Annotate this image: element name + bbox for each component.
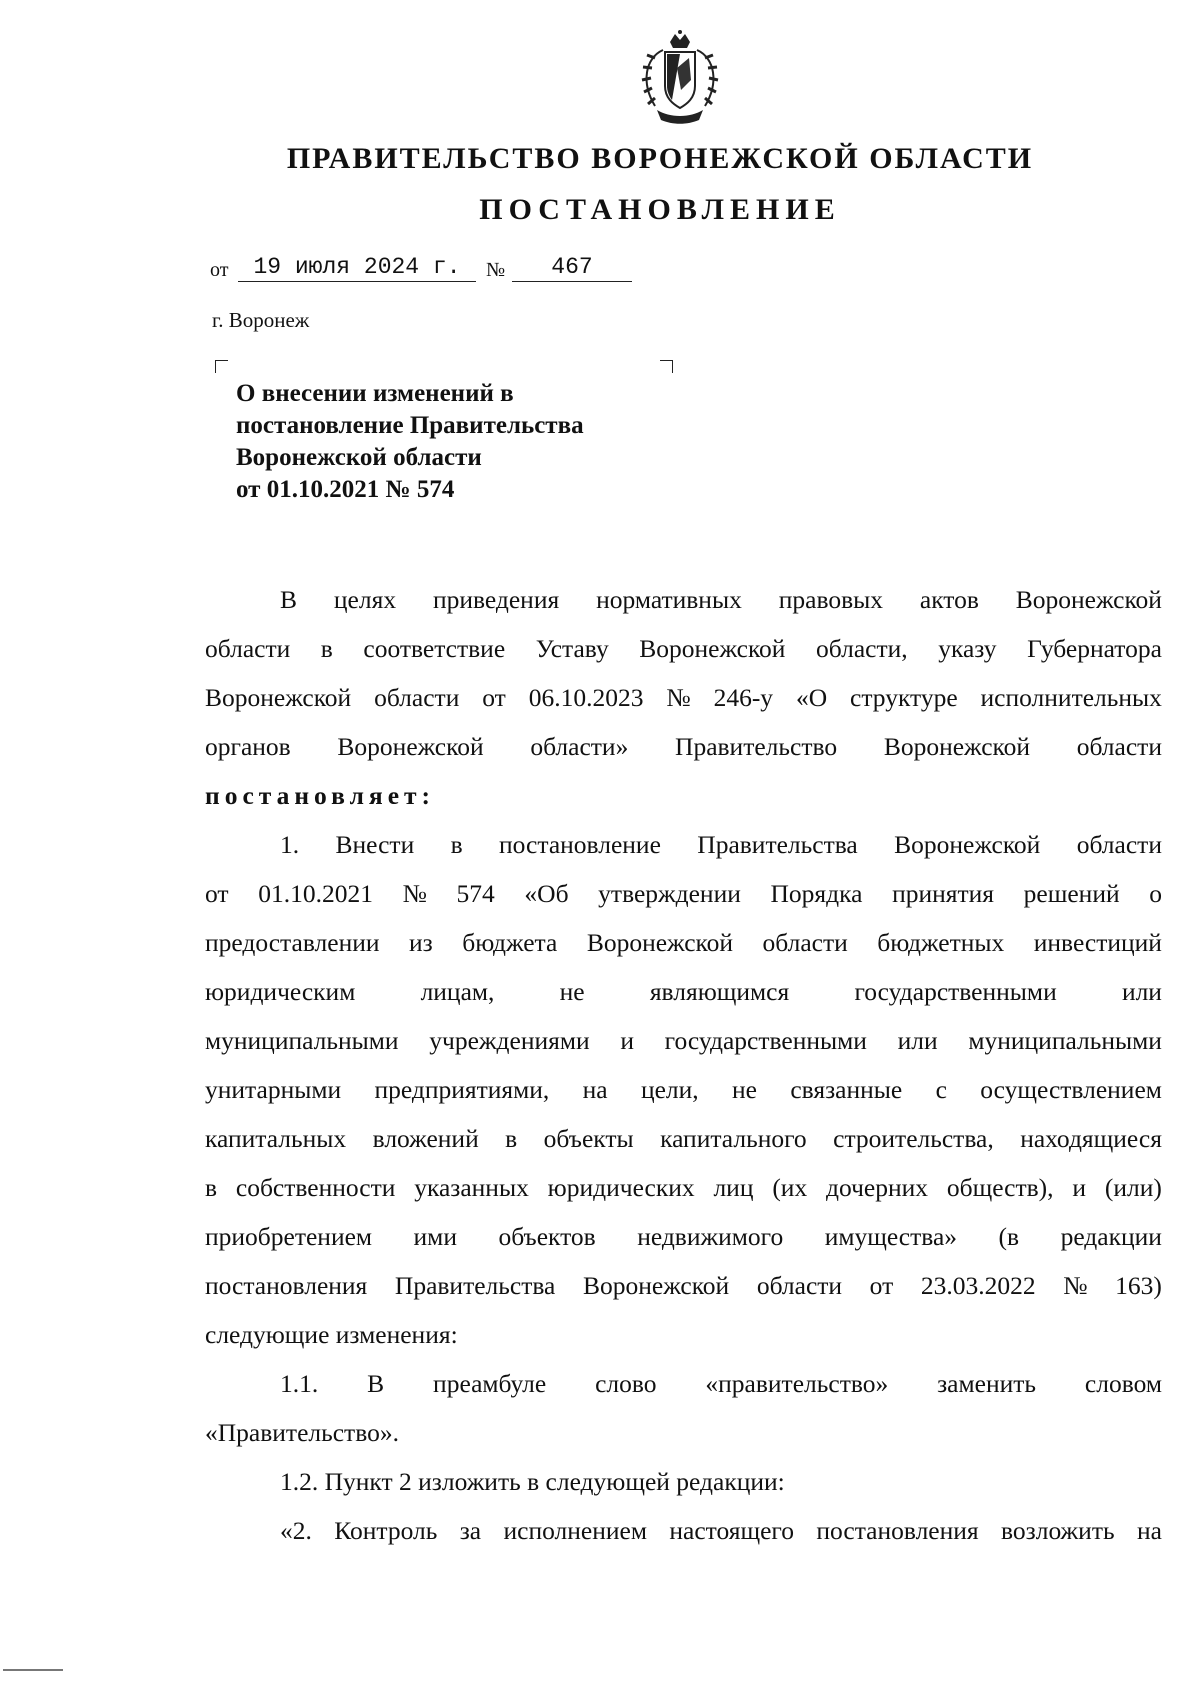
body-word: соответствие	[363, 634, 506, 663]
body-line	[205, 673, 1162, 722]
document-date: 19 июля 2024 г.	[253, 254, 461, 280]
body-line	[205, 1016, 1162, 1065]
body-word: указанных	[414, 1173, 529, 1202]
body-word: юридическим	[205, 977, 356, 1006]
body-word: Внести	[335, 830, 415, 859]
body-word: находящиеся	[1020, 1124, 1162, 1153]
body-word: Воронежской	[586, 928, 734, 957]
body-line	[205, 624, 1162, 673]
body-word: о	[1149, 879, 1162, 908]
body-word: в	[505, 1124, 518, 1153]
body-word: предприятиями,	[374, 1075, 550, 1104]
body-word: государственными	[664, 1026, 867, 1055]
body-word: словом	[1084, 1369, 1162, 1398]
body-word: объекты	[543, 1124, 634, 1153]
subject-corner-left	[215, 360, 228, 373]
body-word: от	[482, 683, 506, 712]
body-word: целях	[333, 585, 397, 614]
body-word: государственными	[854, 977, 1057, 1006]
body-line: «Правительство».	[205, 1418, 399, 1447]
body-word: органов	[205, 732, 291, 761]
document-number: 467	[551, 254, 593, 280]
subject-corner-right	[660, 360, 673, 373]
body-line	[205, 967, 1162, 1016]
body-word: Воронежской	[583, 1271, 730, 1300]
body-word: постановления	[205, 1271, 368, 1300]
city-label: г. Воронеж	[212, 308, 310, 332]
body-word: лиц	[713, 1173, 754, 1202]
body-word: муниципальными	[968, 1026, 1162, 1055]
body-word: области	[374, 683, 460, 712]
body-word: Воронежской	[883, 732, 1031, 761]
body-word: Губернатора	[1027, 634, 1162, 663]
body-word: В	[367, 1369, 385, 1398]
body-word: правовых	[778, 585, 883, 614]
body-word: «О	[795, 683, 828, 712]
body-word: редакции	[1060, 1222, 1162, 1251]
body-word: на	[1136, 1516, 1162, 1545]
subject-line: от 01.10.2021 № 574	[236, 476, 455, 503]
body-word: нормативных	[596, 585, 742, 614]
body-word: в	[205, 1173, 218, 1202]
body-word: муниципальными	[205, 1026, 399, 1055]
body-word: настоящего	[669, 1516, 794, 1545]
body-word: 01.10.2021	[258, 879, 373, 908]
body-line	[205, 1114, 1162, 1163]
organization-title: ПРАВИТЕЛЬСТВО ВОРОНЕЖСКОЙ ОБЛАСТИ	[286, 142, 1034, 175]
body-word: приведения	[432, 585, 560, 614]
body-word: Воронежской	[337, 732, 484, 761]
body-word: (в	[998, 1222, 1020, 1251]
body-word: Правительства	[697, 830, 858, 859]
body-word: слово	[595, 1369, 657, 1398]
body-word: юридических	[547, 1173, 695, 1202]
body-word: №	[1063, 1271, 1088, 1300]
body-word: Контроль	[334, 1516, 438, 1545]
body-word: недвижимого	[637, 1222, 784, 1251]
body-word: предоставлении	[205, 928, 380, 957]
body-word: капитального	[660, 1124, 807, 1153]
coat-of-arms-icon	[625, 28, 735, 128]
dateline	[210, 252, 670, 286]
body-word: заменить	[937, 1369, 1037, 1398]
body-word: области	[1076, 732, 1162, 761]
body-word: исполнительных	[980, 683, 1162, 712]
body-word: области	[762, 928, 848, 957]
document-body	[205, 575, 1162, 1555]
number-underline	[512, 281, 632, 282]
body-word: в	[320, 634, 333, 663]
body-word: исполнением	[503, 1516, 647, 1545]
body-word: Порядка	[770, 879, 863, 908]
body-line	[205, 1212, 1162, 1261]
body-word: области	[756, 1271, 843, 1300]
body-word: (их	[772, 1173, 808, 1202]
body-word: Правительства	[394, 1271, 556, 1300]
body-word: капитальных	[205, 1124, 347, 1153]
body-word: на	[582, 1075, 608, 1104]
body-word: 163)	[1115, 1271, 1162, 1300]
body-word: в	[450, 830, 463, 859]
body-word: 23.03.2022	[920, 1271, 1036, 1300]
body-word: вложений	[372, 1124, 479, 1153]
body-word: имущества»	[824, 1222, 958, 1251]
body-word: Правительство	[675, 732, 838, 761]
body-word: цели,	[640, 1075, 699, 1104]
body-word: принятия	[892, 879, 995, 908]
body-word: Воронежской	[1015, 585, 1162, 614]
body-word: 1.	[280, 830, 300, 859]
body-word: (или)	[1104, 1173, 1162, 1202]
body-word: В	[280, 585, 298, 614]
body-word: возложить	[1001, 1516, 1115, 1545]
body-word: бюджетных	[877, 928, 1005, 957]
body-word: актов	[919, 585, 979, 614]
body-word: Воронежской	[894, 830, 1041, 859]
body-line: 1.2. Пункт 2 изложить в следующей редакции:	[280, 1467, 785, 1496]
body-line	[205, 1261, 1162, 1310]
subject-line: постановление Правительства	[236, 412, 584, 439]
body-word: структуре	[850, 683, 958, 712]
body-line	[205, 1065, 1162, 1114]
body-word: собственности	[235, 1173, 396, 1202]
body-line	[205, 1163, 1162, 1212]
body-word: от	[205, 879, 229, 908]
body-word: связанные	[790, 1075, 903, 1104]
body-line	[205, 722, 1162, 771]
body-word: «2.	[280, 1516, 312, 1545]
body-word: бюджета	[462, 928, 558, 957]
body-word: являющимся	[649, 977, 790, 1006]
body-word: Воронежской	[639, 634, 786, 663]
body-line	[205, 820, 1162, 869]
document-subject	[236, 378, 696, 506]
body-line	[205, 575, 1162, 624]
body-word: за	[459, 1516, 482, 1545]
body-word: Уставу	[535, 634, 609, 663]
body-word: утверждении	[598, 879, 741, 908]
body-word: с	[935, 1075, 947, 1104]
body-word: 06.10.2023	[528, 683, 644, 712]
body-word: обществ),	[946, 1173, 1054, 1202]
body-word: постановления	[816, 1516, 979, 1545]
body-word: осуществлением	[980, 1075, 1162, 1104]
body-word: или	[897, 1026, 938, 1055]
date-prefix: от	[210, 259, 229, 281]
body-word: решений	[1023, 879, 1120, 908]
body-word: не	[559, 977, 585, 1006]
body-word: 1.1.	[280, 1369, 319, 1398]
body-line: следующие изменения:	[205, 1320, 458, 1349]
body-word: «правительство»	[705, 1369, 889, 1398]
body-line	[205, 869, 1162, 918]
subject-line: О внесении изменений в	[236, 380, 514, 407]
body-word: не	[732, 1075, 757, 1104]
body-line-decision: постановляет:	[205, 781, 436, 810]
body-word: объектов	[498, 1222, 596, 1251]
body-word: 574	[456, 879, 495, 908]
body-word: или	[1121, 977, 1162, 1006]
body-word: области	[1076, 830, 1162, 859]
body-word: области»	[530, 732, 629, 761]
subject-line: Воронежской области	[236, 444, 482, 471]
body-word: инвестиций	[1033, 928, 1162, 957]
body-word: унитарными	[205, 1075, 342, 1104]
body-line	[205, 1506, 1162, 1555]
body-word: и	[1072, 1173, 1087, 1202]
body-word: лицам,	[420, 977, 495, 1006]
body-word: дочерних	[826, 1173, 929, 1202]
body-line	[205, 918, 1162, 967]
body-word: от	[869, 1271, 894, 1300]
body-word: из	[409, 928, 433, 957]
body-word: области,	[816, 634, 908, 663]
body-word: приобретением	[205, 1222, 373, 1251]
document-type-title: ПОСТАНОВЛЕНИЕ	[479, 193, 841, 226]
body-word: Воронежской	[205, 683, 352, 712]
body-word: «Об	[524, 879, 569, 908]
body-word: учреждениями	[429, 1026, 590, 1055]
number-prefix: №	[486, 259, 506, 281]
body-word: области	[205, 634, 291, 663]
body-word: №	[666, 683, 691, 712]
body-word: №	[402, 879, 427, 908]
date-underline	[238, 281, 476, 282]
body-word: преамбуле	[433, 1369, 547, 1398]
body-word: и	[620, 1026, 634, 1055]
body-word: ими	[413, 1222, 457, 1251]
body-line	[205, 1359, 1162, 1408]
scan-artifact	[3, 1669, 63, 1671]
body-word: указу	[938, 634, 997, 663]
body-word: постановление	[499, 830, 661, 859]
body-word: строительства,	[833, 1124, 994, 1153]
body-word: 246-у	[713, 683, 774, 712]
